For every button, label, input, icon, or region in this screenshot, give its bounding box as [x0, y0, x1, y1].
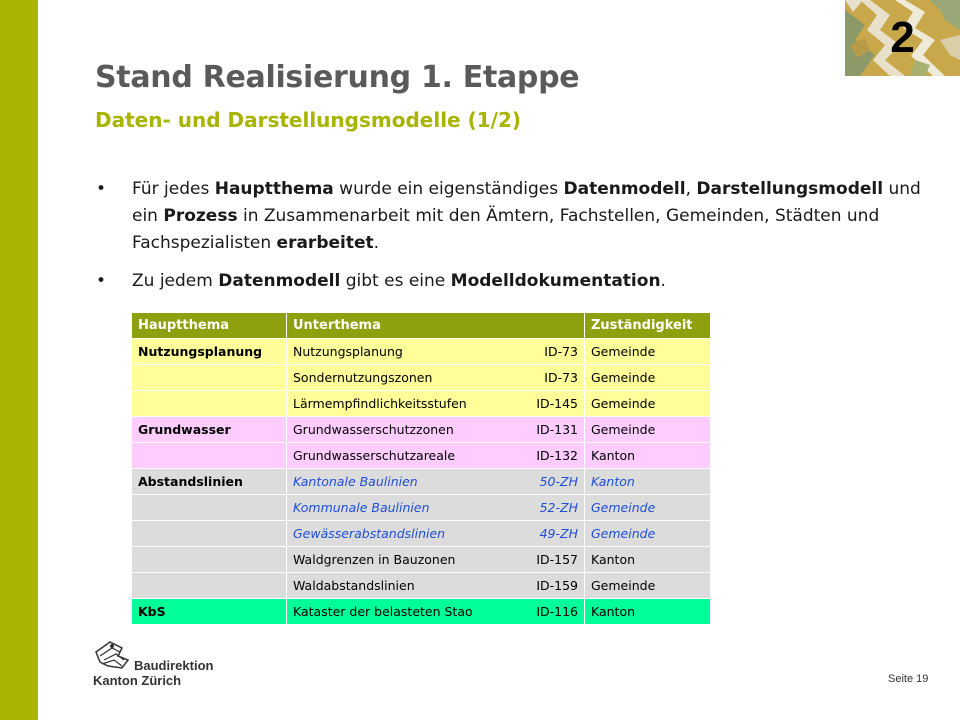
unterthema-id: ID-131 [536, 422, 578, 437]
table-row [132, 417, 711, 443]
cell-unterthema [287, 443, 585, 469]
unterthema-id: ID-159 [536, 578, 578, 593]
slide-subtitle: Daten- und Darstellungsmodelle (1/2) [95, 108, 521, 132]
cell-hauptthema: KbS [132, 599, 287, 625]
cell-zustaendigkeit: Kanton [585, 469, 711, 495]
cell-hauptthema [132, 521, 287, 547]
unterthema-id: 50-ZH [539, 474, 578, 489]
cell-hauptthema [132, 573, 287, 599]
table-row [132, 469, 711, 495]
cell-zustaendigkeit: Gemeinde [585, 573, 711, 599]
cell-hauptthema: Abstandslinien [132, 469, 287, 495]
table-row [132, 521, 711, 547]
unterthema-name: Waldgrenzen in Bauzonen [293, 552, 456, 567]
unterthema-name: Kommunale Baulinien [293, 500, 430, 515]
map-thumbnail [845, 0, 960, 76]
bullet-text: gibt es eine [340, 271, 451, 291]
header-zustaendigkeit: Zuständigkeit [585, 313, 711, 339]
cell-zustaendigkeit: Gemeinde [585, 417, 711, 443]
cell-hauptthema: Grundwasser [132, 417, 287, 443]
cell-hauptthema [132, 495, 287, 521]
bullet-text: , [685, 179, 697, 199]
unterthema-name: Gewässerabstandslinien [293, 526, 446, 541]
unterthema-id: ID-73 [544, 370, 578, 385]
bullet-emphasis: Hauptthema [214, 179, 334, 199]
bullet-text: und ein [132, 179, 921, 226]
unterthema-id: ID-145 [536, 396, 578, 411]
cell-unterthema [287, 547, 585, 573]
bullet-text: wurde ein eigenständiges [333, 179, 564, 199]
table-row [132, 365, 711, 391]
unterthema-id: 52-ZH [539, 500, 578, 515]
cell-zustaendigkeit: Kanton [585, 547, 711, 573]
unterthema-id: ID-73 [544, 344, 578, 359]
bullet-text: . [660, 271, 666, 291]
unterthema-name: Nutzungsplanung [293, 344, 403, 359]
bullet-text: . [373, 233, 380, 253]
table-row [132, 573, 711, 599]
cell-unterthema [287, 469, 585, 495]
unterthema-name: Grundwasserschutzzonen [293, 422, 454, 437]
unterthema-id: ID-116 [536, 604, 578, 619]
cell-zustaendigkeit: Kanton [585, 599, 711, 625]
bullet-emphasis: Modelldokumentation [450, 271, 661, 291]
org-name-line1: Baudirektion [134, 658, 214, 673]
bullet-list [96, 176, 946, 306]
cell-zustaendigkeit: Kanton [585, 443, 711, 469]
topics-table [131, 312, 711, 625]
bullet-emphasis: Prozess [163, 206, 238, 226]
cell-hauptthema [132, 547, 287, 573]
page-number: Seite 19 [888, 673, 929, 685]
bullet-item [96, 176, 946, 257]
table-row [132, 495, 711, 521]
cell-hauptthema [132, 443, 287, 469]
bullet-text: Zu jedem [132, 271, 219, 291]
cell-zustaendigkeit: Gemeinde [585, 339, 711, 365]
unterthema-name: Waldabstandslinien [293, 578, 415, 593]
cell-unterthema [287, 573, 585, 599]
cell-unterthema [287, 339, 585, 365]
unterthema-name: Kataster der belasteten Stao [293, 604, 473, 619]
section-number-badge: 2 [890, 13, 915, 62]
bullet-dot-icon: • [96, 179, 107, 199]
cell-unterthema [287, 391, 585, 417]
unterthema-id: 49-ZH [539, 526, 578, 541]
cell-zustaendigkeit: Gemeinde [585, 365, 711, 391]
unterthema-id: ID-157 [536, 552, 578, 567]
bullet-item [96, 268, 946, 295]
unterthema-name: Grundwasserschutzareale [293, 448, 456, 463]
header-hauptthema: Hauptthema [132, 313, 287, 339]
table-header-row [132, 313, 711, 339]
unterthema-id: ID-132 [536, 448, 578, 463]
bullet-emphasis: Darstellungsmodell [696, 179, 884, 199]
unterthema-name: Sondernutzungszonen [293, 370, 433, 385]
cell-unterthema [287, 417, 585, 443]
table-row [132, 443, 711, 469]
unterthema-name: Lärmempfindlichkeitsstufen [293, 396, 467, 411]
cell-unterthema [287, 365, 585, 391]
header-unterthema: Unterthema [287, 313, 585, 339]
bullet-emphasis: erarbeitet [276, 233, 374, 253]
cell-hauptthema [132, 365, 287, 391]
cell-hauptthema: Nutzungsplanung [132, 339, 287, 365]
cell-zustaendigkeit: Gemeinde [585, 495, 711, 521]
bullet-emphasis: Datenmodell [218, 271, 341, 291]
bullet-dot-icon: • [96, 271, 107, 291]
cell-unterthema [287, 599, 585, 625]
left-accent-bar [0, 0, 38, 720]
bullet-text: Für jedes [132, 179, 215, 199]
unterthema-name: Kantonale Baulinien [293, 474, 418, 489]
table-row [132, 339, 711, 365]
cell-unterthema [287, 495, 585, 521]
table-row [132, 599, 711, 625]
table-row [132, 547, 711, 573]
bullet-emphasis: Datenmodell [563, 179, 686, 199]
bullet-text: in Zusammenarbeit mit den Ämtern, Fachstellen, Gemeinden, Städten und Fachspezialisten [132, 206, 880, 253]
cell-zustaendigkeit: Gemeinde [585, 391, 711, 417]
cell-zustaendigkeit: Gemeinde [585, 521, 711, 547]
table-row [132, 391, 711, 417]
cell-hauptthema [132, 391, 287, 417]
org-name-line2: Kanton Zürich [93, 673, 182, 688]
slide-title: Stand Realisierung 1. Etappe [95, 60, 580, 95]
cell-unterthema [287, 521, 585, 547]
